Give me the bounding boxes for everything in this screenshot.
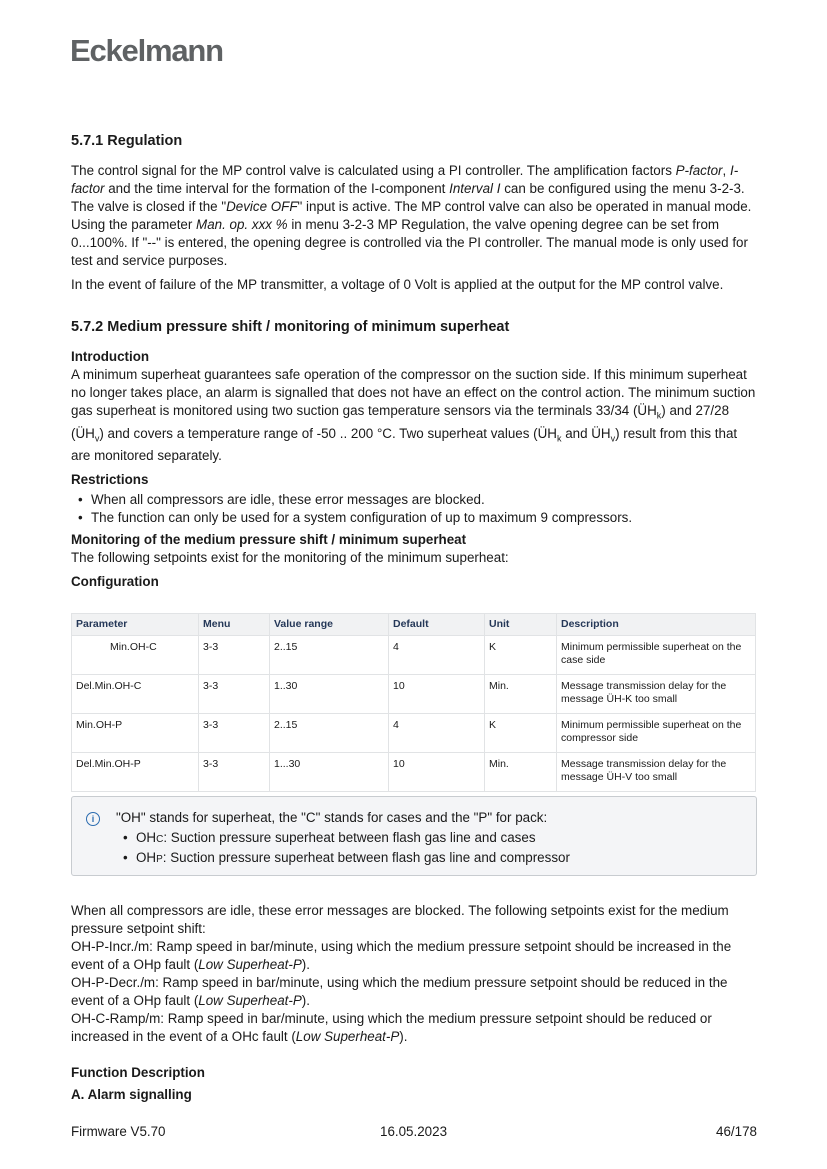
subheading: Function Description <box>71 1065 205 1081</box>
table-cell: Min. <box>485 675 557 714</box>
date: 16.05.2023 <box>380 1124 448 1139</box>
table-cell: Del.Min.OH-C <box>72 675 199 714</box>
table-cell: 2..15 <box>270 636 389 675</box>
table-row <box>72 636 756 675</box>
column-header: Value range <box>270 614 389 636</box>
section-heading-regulation: 5.7.1 Regulation <box>71 133 183 149</box>
table-cell: 4 <box>389 636 485 675</box>
table-cell: 3-3 <box>199 636 270 675</box>
restrictions-list <box>71 491 757 527</box>
column-header: Menu <box>199 614 270 636</box>
table-cell: 2..15 <box>270 714 389 753</box>
table-cell: Message transmission delay for the message ÜH-V too small <box>557 753 756 792</box>
column-header: Unit <box>485 614 557 636</box>
subheading: Introduction <box>71 349 150 364</box>
info-icon: i <box>86 812 100 826</box>
table-cell: Min.OH-C <box>72 636 199 675</box>
eckelmann-logo: Eckelmann <box>70 33 223 68</box>
table-cell: Minimum permissible superheat on the case side <box>557 636 756 675</box>
table-cell: Minimum permissible superheat on the compressor side <box>557 714 756 753</box>
table-cell: 3-3 <box>199 675 270 714</box>
page-number: 46/178 <box>716 1124 757 1139</box>
info-title: "OH" stands for superheat, the "C" stands for cases and the "P" for pack: <box>116 810 548 826</box>
table-cell: 3-3 <box>199 714 270 753</box>
table-cell: 1..30 <box>270 675 389 714</box>
list-item: • The function can only be used for a system configuration of up to maximum 9 compressors. <box>91 509 757 527</box>
paragraph: A minimum superheat guarantees safe operation of the compressor on the suction side. If this minimum superheat no longer takes place, an alarm is signalled that does not have an effect on the control action. The minimum suction gas superheat is monitored using two suction gas temperature sensors via the terminals 33/34 $(ÜH_k)$ and 27/28 $(ÜH_v)$ and covers a temperature range of -50 .. 200 °C. Two superheat values ($ÜH_k$ and $ÜH_v$) result from this that are monitored separately. <box>71 367 756 464</box>
subheading: Monitoring of the medium pressure shift / minimum superheat <box>71 532 467 548</box>
table-cell: Min. <box>485 753 557 792</box>
content <box>71 132 757 1104</box>
table-header-row <box>72 614 756 636</box>
subheading: Configuration <box>71 574 159 590</box>
table-cell: 1...30 <box>270 753 389 792</box>
table-row <box>72 714 756 753</box>
table-cell: Message transmission delay for the message ÜH-K too small <box>557 675 756 714</box>
table-cell: 3-3 <box>199 753 270 792</box>
table-row <box>72 675 756 714</box>
column-header: Parameter <box>72 614 199 636</box>
firmware-version: Firmware V5.70 <box>71 1124 166 1139</box>
table-cell: K <box>485 714 557 753</box>
list-item: • When all compressors are idle, these error messages are blocked. <box>91 491 757 509</box>
table-cell: 4 <box>389 714 485 753</box>
paragraph: In the event of failure of the MP transmitter, a voltage of 0 Volt is applied at the output for the MP control valve. <box>71 277 724 292</box>
table-cell: 10 <box>389 753 485 792</box>
subheading: A. Alarm signalling <box>71 1087 192 1103</box>
table-cell: Min.OH-P <box>72 714 199 753</box>
section-heading-superheat: 5.7.2 Medium pressure shift / monitoring of minimum superheat <box>71 319 510 335</box>
table-row <box>72 753 756 792</box>
paragraph: The control signal for the MP control valve is calculated using a PI controller. The amplification factors P-factor, I-factor and the time interval for the formation of the I-component Interval I can be configured using the menu 3-2-3. The valve is closed if the "Device OFF" input is active. The MP control valve can also be operated in manual mode. Using the parameter Man. op. xxx % in menu 3-2-3 MP Regulation, the valve opening degree can be set from 0...100%. If "--" is entered, the opening degree is controlled via the PI controller. The manual mode is only used for test and service purposes. <box>71 163 752 268</box>
table-cell: 10 <box>389 675 485 714</box>
subheading: Restrictions <box>71 472 149 488</box>
list-item: • OHP: Suction pressure superheat between flash gas line and compressor <box>136 849 746 869</box>
info-note <box>71 796 757 876</box>
configuration-table <box>71 613 756 792</box>
table-cell: Del.Min.OH-P <box>72 753 199 792</box>
table-cell: K <box>485 636 557 675</box>
list-item: • OHC: Suction pressure superheat between flash gas line and cases <box>136 829 746 849</box>
column-header: Description <box>557 614 756 636</box>
column-header: Default <box>389 614 485 636</box>
text: The following setpoints exist for the monitoring of the minimum superheat: <box>71 550 509 566</box>
paragraph: When all compressors are idle, these error messages are blocked. The following setpoints exist for the medium pressure setpoint shift: OH-P-Incr./m: Ramp speed in bar/minute, using which the medium pressure setpoint should be increased in the event of a OHp fault (Low Superheat-P). OH-P-Decr./m: Ramp speed in bar/minute, using which the medium pressure setpoint should be reduced in the event of a OHp fault (Low Superheat-P). OH-C-Ramp/m: Ramp speed in bar/minute, using which the medium pressure setpoint should be reduced or increased in the event of a OHc fault (Low Superheat-P). <box>71 903 732 1045</box>
